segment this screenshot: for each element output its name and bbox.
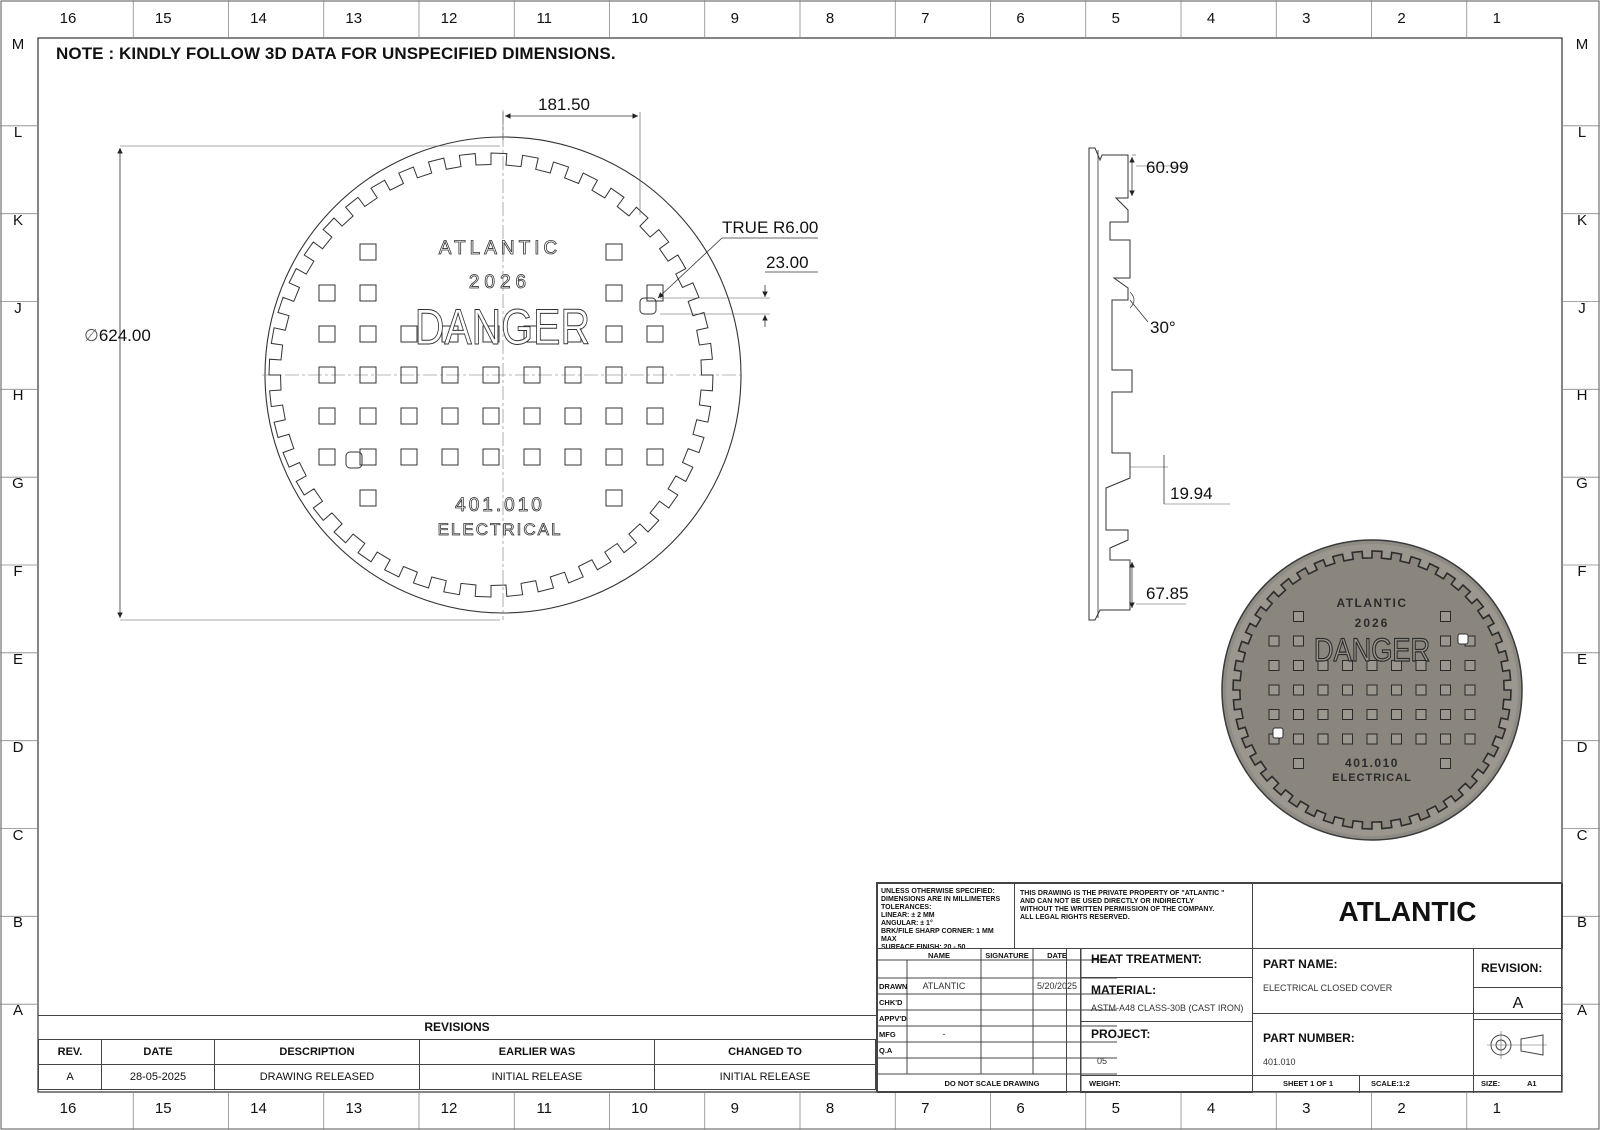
cover-type-text: ELECTRICAL: [437, 520, 563, 539]
preview-year-text: 2026: [1354, 616, 1390, 630]
pickup-hole: [640, 298, 656, 314]
zone-row-label: B: [1576, 914, 1587, 932]
angle-leader: [1130, 300, 1148, 322]
material-value: ASTM-A48 CLASS-30B (CAST IRON): [1091, 1003, 1244, 1013]
grid-square: [1392, 710, 1402, 720]
grid-square: [565, 408, 581, 424]
grid-square: [1441, 685, 1451, 695]
grid-square: [1465, 734, 1475, 744]
zone-column-label: 11: [536, 10, 553, 27]
rev-cell: INITIAL RELEASE: [655, 1065, 876, 1090]
grid-square: [606, 408, 622, 424]
zone-row-label: M: [1575, 36, 1589, 53]
grid-square: [1441, 734, 1451, 744]
dim-pad-size: 23.00: [766, 253, 809, 272]
zone-column-label: 16: [59, 10, 77, 27]
material-label: MATERIAL:: [1091, 983, 1157, 997]
rev-header-earlier: EARLIER WAS: [420, 1040, 655, 1065]
grid-square: [524, 408, 540, 424]
grid-square: [1294, 710, 1304, 720]
zone-row-label: F: [13, 563, 23, 580]
grid-square: [442, 449, 458, 465]
grid-square: [1294, 759, 1304, 769]
zone-row-label: L: [13, 123, 23, 141]
sign-header-date: DATE: [1047, 951, 1067, 960]
side-section-profile: [1089, 148, 1132, 620]
part-number-value: 401.010: [1263, 1057, 1296, 1067]
zone-column-label: 1: [1492, 10, 1501, 27]
zone-column-label: 9: [730, 1100, 739, 1117]
rev-cell: A: [39, 1065, 102, 1090]
grid-square: [1294, 685, 1304, 695]
zone-column-label: 10: [631, 1100, 648, 1117]
zone-row-label: H: [1576, 387, 1588, 405]
grid-square: [1465, 685, 1475, 695]
zone-column-label: 13: [345, 10, 363, 27]
zone-row-label: J: [14, 299, 22, 317]
zone-column-label: 6: [1016, 10, 1025, 27]
zone-row-label: B: [12, 914, 23, 932]
size-value: A1: [1527, 1079, 1537, 1088]
sign-role: APPV'D: [879, 1014, 907, 1023]
sign-role: Q.A: [879, 1046, 893, 1055]
grid-square: [565, 449, 581, 465]
zone-column-label: 9: [730, 10, 739, 27]
rev-header-description: DESCRIPTION: [215, 1040, 420, 1065]
zone-column-label: 12: [440, 10, 458, 27]
rev-header-changed: CHANGED TO: [655, 1040, 876, 1065]
zone-row-label: C: [1576, 826, 1588, 844]
zone-row-label: M: [11, 36, 25, 53]
zone-column-label: 15: [154, 10, 172, 27]
dim-side-mid: 19.94: [1170, 484, 1213, 503]
grid-square: [1367, 685, 1377, 695]
preview-brand-text: ATLANTIC: [1336, 596, 1408, 610]
part-name-label: PART NAME:: [1263, 957, 1338, 971]
grid-square: [1416, 685, 1426, 695]
zone-column-label: 3: [1302, 10, 1311, 27]
grid-square: [1294, 636, 1304, 646]
revision-row: [39, 1065, 876, 1090]
revision-label: REVISION:: [1481, 961, 1543, 975]
dim-side-bottom: 67.85: [1146, 584, 1189, 603]
dim-diameter: [84, 326, 151, 346]
revisions-title: REVISIONS: [38, 1015, 876, 1039]
grid-square: [606, 490, 622, 506]
grid-square: [1465, 661, 1475, 671]
grid-square: [1294, 612, 1304, 622]
preview-warning-text: DANGER: [1313, 632, 1431, 668]
grid-square: [1318, 734, 1328, 744]
sign-name: -: [942, 1029, 946, 1039]
zone-column-label: 11: [536, 1100, 553, 1117]
zone-row-label: D: [1576, 738, 1588, 756]
zone-row-label: J: [1578, 299, 1586, 317]
grid-square: [360, 408, 376, 424]
rev-cell: 28-05-2025: [102, 1065, 215, 1090]
project-value: 05: [1097, 1056, 1108, 1066]
zone-column-label: 3: [1302, 1100, 1311, 1117]
grid-square: [1294, 734, 1304, 744]
grid-square: [483, 449, 499, 465]
zone-row-label: K: [12, 211, 23, 229]
grid-square: [1441, 612, 1451, 622]
grid-square: [1318, 710, 1328, 720]
grid-square: [647, 449, 663, 465]
grid-square: [360, 285, 376, 301]
grid-square: [1441, 661, 1451, 671]
grid-square: [1269, 636, 1279, 646]
part-number-label: PART NUMBER:: [1263, 1031, 1355, 1045]
sign-header-signature: SIGNATURE: [985, 951, 1029, 960]
rev-cell: DRAWING RELEASED: [215, 1065, 420, 1090]
zone-column-label: 5: [1111, 1100, 1120, 1117]
grid-square: [606, 449, 622, 465]
zone-column-label: 8: [825, 10, 835, 27]
zone-column-label: 12: [440, 1100, 458, 1117]
zone-column-label: 16: [59, 1100, 77, 1117]
rev-header-date: DATE: [102, 1040, 215, 1065]
zone-column-label: 13: [345, 1100, 363, 1117]
zone-column-label: 5: [1111, 10, 1120, 27]
revision-value: A: [1512, 995, 1524, 1012]
zone-row-label: D: [12, 738, 24, 756]
grid-square: [1367, 734, 1377, 744]
grid-square: [1318, 685, 1328, 695]
zone-column-label: 2: [1397, 1100, 1406, 1117]
zone-row-label: K: [1576, 211, 1587, 229]
grid-square: [1392, 734, 1402, 744]
grid-square: [1367, 710, 1377, 720]
grid-square: [1294, 661, 1304, 671]
property-note: THIS DRAWING IS THE PRIVATE PROPERTY OF "ATLANTIC " AND CAN NOT BE USED DIRECTLY OR INDIRECTLY WITHOUT THE WRITTEN PERMISSION OF THE COMPANY. ALL LEGAL RIGHTS RESERVED.: [1014, 883, 1253, 949]
zone-row-label: A: [12, 1002, 23, 1020]
grid-square: [647, 285, 663, 301]
revisions-table: [38, 1015, 876, 1090]
grid-square: [1416, 710, 1426, 720]
zone-row-label: G: [1576, 475, 1588, 493]
sheet-text: SHEET 1 OF 1: [1283, 1079, 1334, 1088]
grid-square: [1441, 710, 1451, 720]
cover-brand-text: ATLANTIC: [438, 238, 562, 259]
grid-square: [1269, 661, 1279, 671]
grid-square: [319, 285, 335, 301]
dim-angle: 30°: [1150, 318, 1176, 337]
grid-square: [401, 408, 417, 424]
zone-column-label: 4: [1206, 10, 1216, 27]
diameter-symbol: ∅: [84, 326, 99, 345]
zone-column-label: 10: [631, 10, 648, 27]
shaded-preview: [1222, 540, 1522, 840]
rev-cell: INITIAL RELEASE: [420, 1065, 655, 1090]
sign-header-name: NAME: [927, 951, 951, 960]
project-label: PROJECT:: [1091, 1027, 1151, 1041]
grid-square: [1269, 710, 1279, 720]
zone-column-label: 15: [154, 1100, 172, 1117]
zone-row-label: H: [12, 387, 24, 405]
weight-label: WEIGHT:: [1089, 1079, 1121, 1088]
grid-square: [606, 244, 622, 260]
zone-column-label: 8: [825, 1100, 835, 1117]
zone-column-label: 2: [1397, 10, 1406, 27]
do-not-scale: DO NOT SCALE DRAWING: [944, 1079, 1040, 1088]
heat-treatment-label: HEAT TREATMENT:: [1091, 952, 1202, 966]
grid-square: [360, 326, 376, 342]
zone-row-label: E: [12, 650, 23, 668]
sign-role: CHK'D: [879, 998, 903, 1007]
grid-square: [1269, 685, 1279, 695]
grid-square: [1343, 734, 1353, 744]
radius-leader: [658, 238, 722, 298]
cover-warning-text: DANGER: [414, 299, 591, 355]
preview-type-text: ELECTRICAL: [1332, 772, 1412, 784]
preview-code-text: 401.010: [1345, 756, 1399, 770]
cover-code-text: 401.010: [455, 495, 545, 516]
grid-square: [360, 490, 376, 506]
rev-header-rev: REV.: [39, 1040, 102, 1065]
zone-column-label: 14: [250, 10, 267, 27]
zone-row-label: F: [1577, 563, 1587, 580]
size-label: SIZE:: [1481, 1079, 1501, 1088]
sign-role: MFG: [879, 1030, 896, 1039]
diameter-value: 624.00: [98, 326, 151, 345]
grid-square: [319, 408, 335, 424]
scale-text: SCALE:1:2: [1371, 1079, 1410, 1088]
sign-date: 5/20/2025: [1036, 981, 1078, 991]
grid-square: [442, 408, 458, 424]
title-block: [876, 882, 1562, 1092]
company-name: ATLANTIC: [1252, 883, 1563, 949]
grid-square: [606, 326, 622, 342]
zone-column-label: 7: [921, 10, 930, 27]
grid-square: [647, 408, 663, 424]
grid-square: [483, 408, 499, 424]
grid-square: [360, 244, 376, 260]
grid-square: [401, 449, 417, 465]
cover-year-text: 2026: [468, 272, 532, 293]
dim-offset: 181.50: [538, 95, 590, 114]
zone-column-label: 1: [1492, 1100, 1501, 1117]
zone-row-label: G: [12, 475, 24, 493]
part-name-value: ELECTRICAL CLOSED COVER: [1263, 983, 1393, 993]
dim-true-radius: TRUE R6.00: [722, 218, 819, 237]
grid-square: [1392, 685, 1402, 695]
grid-square: [1416, 734, 1426, 744]
zone-row-label: E: [1576, 650, 1587, 668]
zone-column-label: 4: [1206, 1100, 1216, 1117]
grid-square: [1441, 636, 1451, 646]
grid-square: [1343, 710, 1353, 720]
general-notes: UNLESS OTHERWISE SPECIFIED: DIMENSIONS ARE IN MILLIMETERS TOLERANCES: LINEAR: ± 2 MM ANGULAR: ± 1° BRK/FILE SHARP CORNER: 1 MM MAX SURFACE FINISH: 20 - 50: [877, 883, 1015, 949]
grid-square: [1441, 759, 1451, 769]
zone-column-label: 6: [1016, 1100, 1025, 1117]
zone-row-label: C: [12, 826, 24, 844]
zone-column-label: 14: [250, 1100, 267, 1117]
grid-square: [647, 326, 663, 342]
grid-square: [606, 285, 622, 301]
zone-column-label: 7: [921, 1100, 930, 1117]
grid-square: [319, 449, 335, 465]
projection-symbol-icon: [1485, 1025, 1549, 1065]
grid-square: [1465, 710, 1475, 720]
sign-role: DRAWN: [879, 982, 908, 991]
drawing-note: NOTE : KINDLY FOLLOW 3D DATA FOR UNSPECIFIED DIMENSIONS.: [56, 44, 616, 63]
dim-side-top: 60.99: [1146, 158, 1189, 177]
sign-name: ATLANTIC: [922, 981, 966, 991]
zone-row-label: A: [1576, 1002, 1587, 1020]
zone-row-label: L: [1577, 123, 1587, 141]
grid-square: [319, 326, 335, 342]
grid-square: [524, 449, 540, 465]
grid-square: [1343, 685, 1353, 695]
